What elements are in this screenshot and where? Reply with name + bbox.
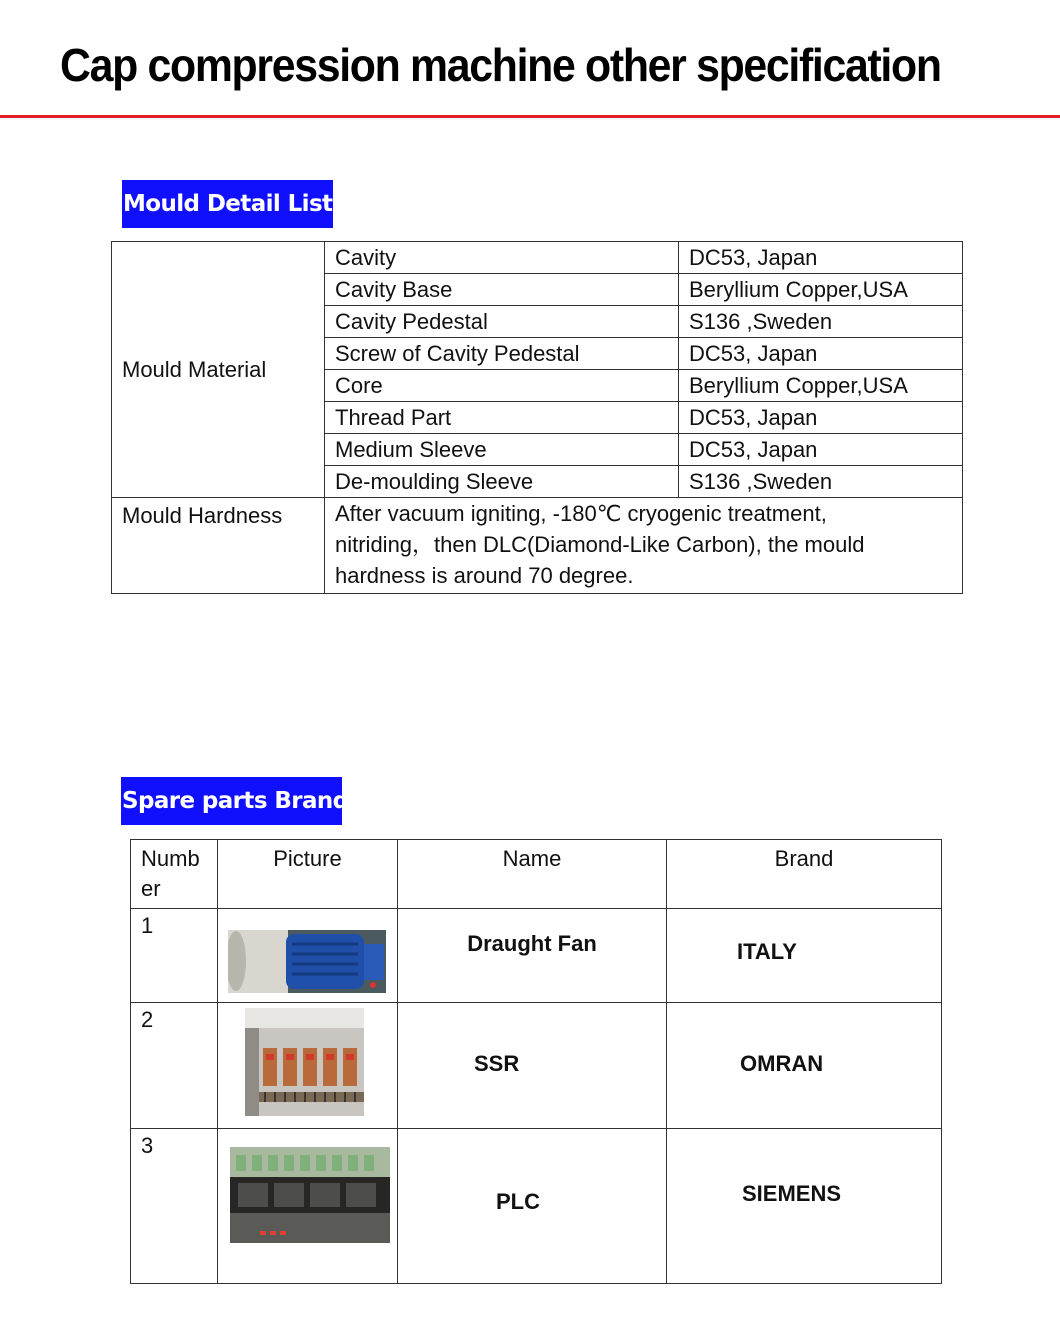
column-header-name: Name [398, 840, 667, 909]
column-header-picture: Picture [218, 840, 398, 909]
part-cell: Medium Sleeve [325, 434, 679, 466]
part-cell: Cavity Pedestal [325, 306, 679, 338]
spare-parts-table [130, 839, 942, 1284]
part-name-cell [398, 909, 667, 1003]
material-cell: Beryllium Copper,USA [679, 274, 963, 306]
part-cell: Core [325, 370, 679, 402]
spare-parts-heading: Spare parts Brand [121, 777, 342, 825]
row-number: 1 [131, 909, 218, 1003]
picture-cell [218, 1003, 398, 1129]
part-name-cell [398, 1129, 667, 1284]
mould-hardness-label: Mould Hardness [112, 498, 325, 594]
part-brand-cell [667, 1129, 942, 1284]
table-header-row [131, 840, 942, 909]
material-cell: S136 ,Sweden [679, 466, 963, 498]
table-row [131, 1129, 942, 1284]
column-header-number: Numb er [131, 840, 218, 909]
material-cell: Beryllium Copper,USA [679, 370, 963, 402]
part-cell: Cavity [325, 242, 679, 274]
table-row [131, 909, 942, 1003]
mould-detail-heading: Mould Detail List [122, 180, 333, 228]
material-cell: DC53, Japan [679, 242, 963, 274]
hardness-line: nitriding，then DLC(Diamond-Like Carbon), the mould [335, 532, 865, 557]
plc-photo [230, 1147, 390, 1243]
row-number: 2 [131, 1003, 218, 1129]
material-cell: S136 ,Sweden [679, 306, 963, 338]
part-name: Draught Fan [467, 931, 597, 956]
material-cell: DC53, Japan [679, 338, 963, 370]
hardness-line: hardness is around 70 degree. [335, 563, 634, 588]
part-brand-cell [667, 1003, 942, 1129]
table-row [112, 242, 963, 274]
part-brand: ITALY [737, 939, 797, 964]
part-name-cell [398, 1003, 667, 1129]
table-row [112, 498, 963, 594]
row-number: 3 [131, 1129, 218, 1284]
column-header-brand: Brand [667, 840, 942, 909]
table-row [131, 1003, 942, 1129]
part-brand: OMRAN [740, 1051, 824, 1076]
picture-cell [218, 909, 398, 1003]
part-brand: SIEMENS [742, 1181, 842, 1206]
picture-cell [218, 1129, 398, 1284]
mould-detail-table [111, 241, 963, 594]
part-name: SSR [474, 1051, 520, 1076]
ssr-photo [245, 1008, 364, 1116]
part-name: PLC [496, 1189, 540, 1214]
part-cell: Screw of Cavity Pedestal [325, 338, 679, 370]
hardness-line: After vacuum igniting, -180℃ cryogenic treatment, [335, 501, 827, 526]
part-cell: Cavity Base [325, 274, 679, 306]
part-cell: Thread Part [325, 402, 679, 434]
material-cell: DC53, Japan [679, 434, 963, 466]
mould-material-label: Mould Material [112, 242, 325, 498]
part-brand-cell [667, 909, 942, 1003]
title-divider [0, 115, 1060, 118]
page-title: Cap compression machine other specification [60, 39, 941, 91]
part-cell: De-moulding Sleeve [325, 466, 679, 498]
draught-fan-photo [228, 930, 386, 993]
mould-hardness-description [325, 498, 963, 594]
material-cell: DC53, Japan [679, 402, 963, 434]
